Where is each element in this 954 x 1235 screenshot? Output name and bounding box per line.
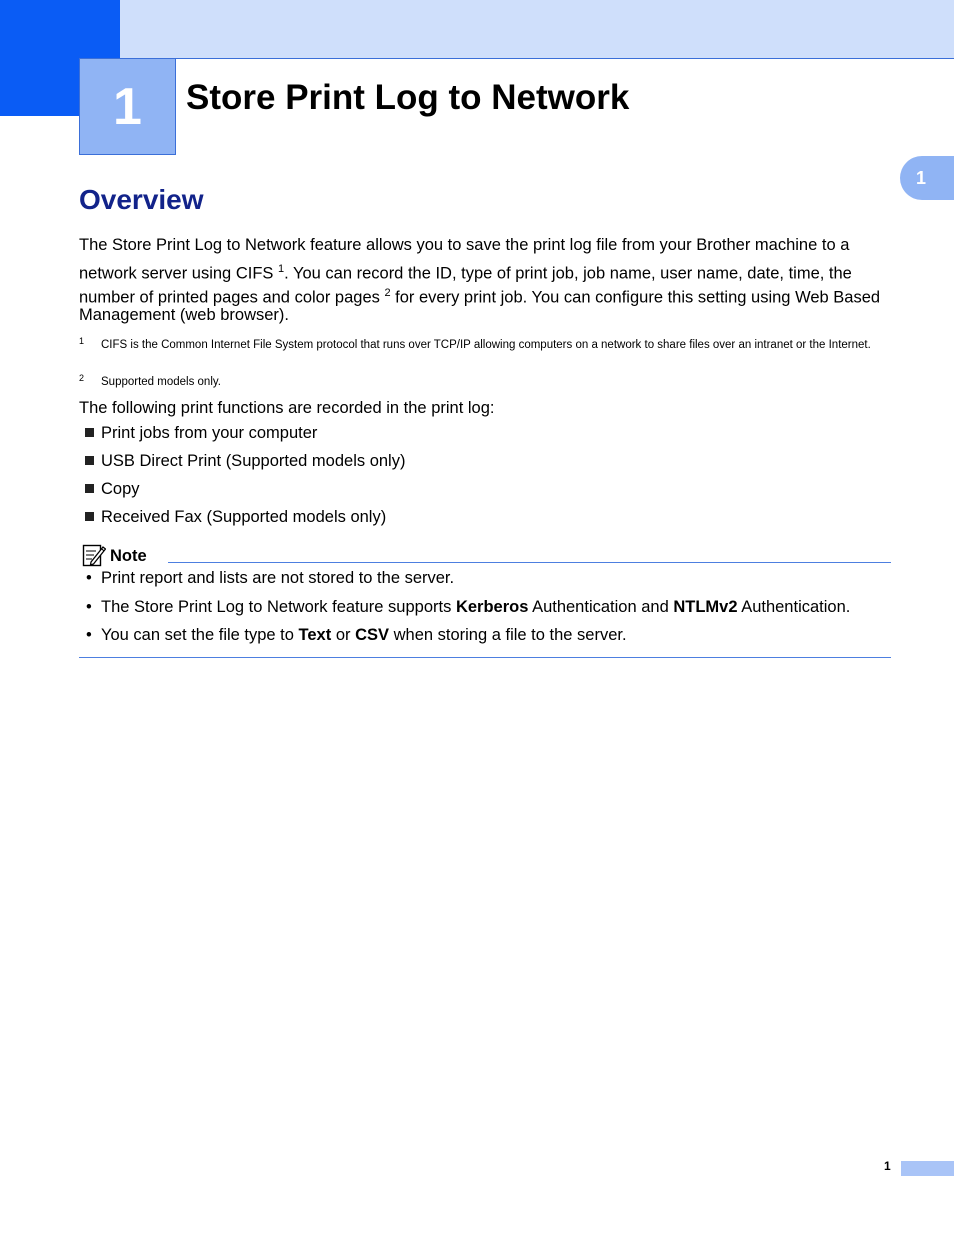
intro-line-4 — [79, 303, 891, 328]
intro-text-4: number of printed pages and color pages — [79, 288, 385, 307]
intro-text-1: The Store Print Log to Network feature allows you to save the print log file from your Brother machine to a — [79, 236, 850, 254]
list-item — [85, 452, 405, 471]
note-item — [86, 598, 850, 617]
footnote-2-text: Supported models only. — [101, 376, 221, 388]
square-bullet-icon — [85, 428, 94, 437]
list-item-label: Print jobs from your computer — [101, 424, 318, 442]
note-item — [86, 569, 454, 588]
note-item-text: Print report and lists are not stored to the server. — [101, 569, 455, 587]
chapter-number-box — [79, 58, 176, 155]
note-header — [82, 543, 147, 567]
chapter-number: 1 — [113, 77, 142, 136]
chapter-title: Store Print Log to Network — [186, 78, 630, 117]
recorded-intro: The following print functions are recorded in the print log: — [79, 399, 495, 417]
note-item-text: Authentication. — [737, 598, 851, 616]
note-pencil-icon — [82, 543, 106, 567]
square-bullet-icon — [85, 456, 94, 465]
footnote-1-text: CIFS is the Common Internet File System protocol that runs over TCP/IP allowing computers on a network to share files over an intranet or the Internet. — [101, 339, 871, 351]
section-heading: Overview — [79, 184, 204, 215]
chapter-side-tab — [900, 156, 954, 200]
note-item-text: or — [331, 626, 356, 644]
csv-format-term: CSV — [355, 626, 390, 644]
page-number-tab — [901, 1161, 954, 1176]
note-item-text: when storing a file to the server. — [389, 626, 627, 644]
intro-text-5: for every print job. You can configure this setting using Web Based — [390, 288, 881, 307]
text-format-term: Text — [298, 626, 332, 644]
header-band — [120, 0, 954, 59]
intro-text-3: . You can record the ID, type of print job, job name, user name, date, time, the — [284, 264, 852, 283]
footnote-ref-1[interactable]: 1 — [277, 263, 285, 275]
ntlmv2-term: NTLMv2 — [673, 598, 738, 616]
note-item — [86, 626, 627, 645]
kerberos-term: Kerberos — [455, 598, 529, 616]
footnote-1 — [79, 338, 891, 368]
intro-text-2: network server using CIFS — [79, 264, 278, 283]
bullet-dot-icon: • — [86, 569, 92, 587]
footnote-2 — [79, 375, 891, 390]
intro-text-6: Management (web browser). — [79, 306, 290, 324]
intro-line-1 — [79, 233, 891, 258]
list-item-label: USB Direct Print (Supported models only) — [101, 452, 406, 470]
note-label: Note — [110, 547, 147, 565]
note-item-text: You can set the file type to — [101, 626, 299, 644]
square-bullet-icon — [85, 484, 94, 493]
list-item — [85, 424, 317, 443]
list-item-label: Copy — [101, 480, 140, 498]
note-item-text: The Store Print Log to Network feature supports — [101, 598, 456, 616]
note-bottom-rule — [79, 657, 891, 658]
footnote-2-number: 2 — [79, 373, 85, 383]
list-item — [85, 480, 140, 499]
footnote-1-number: 1 — [79, 336, 85, 346]
note-top-rule — [168, 562, 891, 563]
note-item-text: Authentication and — [528, 598, 674, 616]
square-bullet-icon — [85, 512, 94, 521]
bullet-dot-icon: • — [86, 598, 92, 616]
page-number: 1 — [884, 1159, 891, 1173]
list-item-label: Received Fax (Supported models only) — [101, 508, 387, 526]
list-item — [85, 508, 386, 527]
bullet-dot-icon: • — [86, 626, 92, 644]
side-tab-number: 1 — [916, 167, 927, 188]
footnote-ref-2[interactable]: 2 — [384, 287, 391, 299]
